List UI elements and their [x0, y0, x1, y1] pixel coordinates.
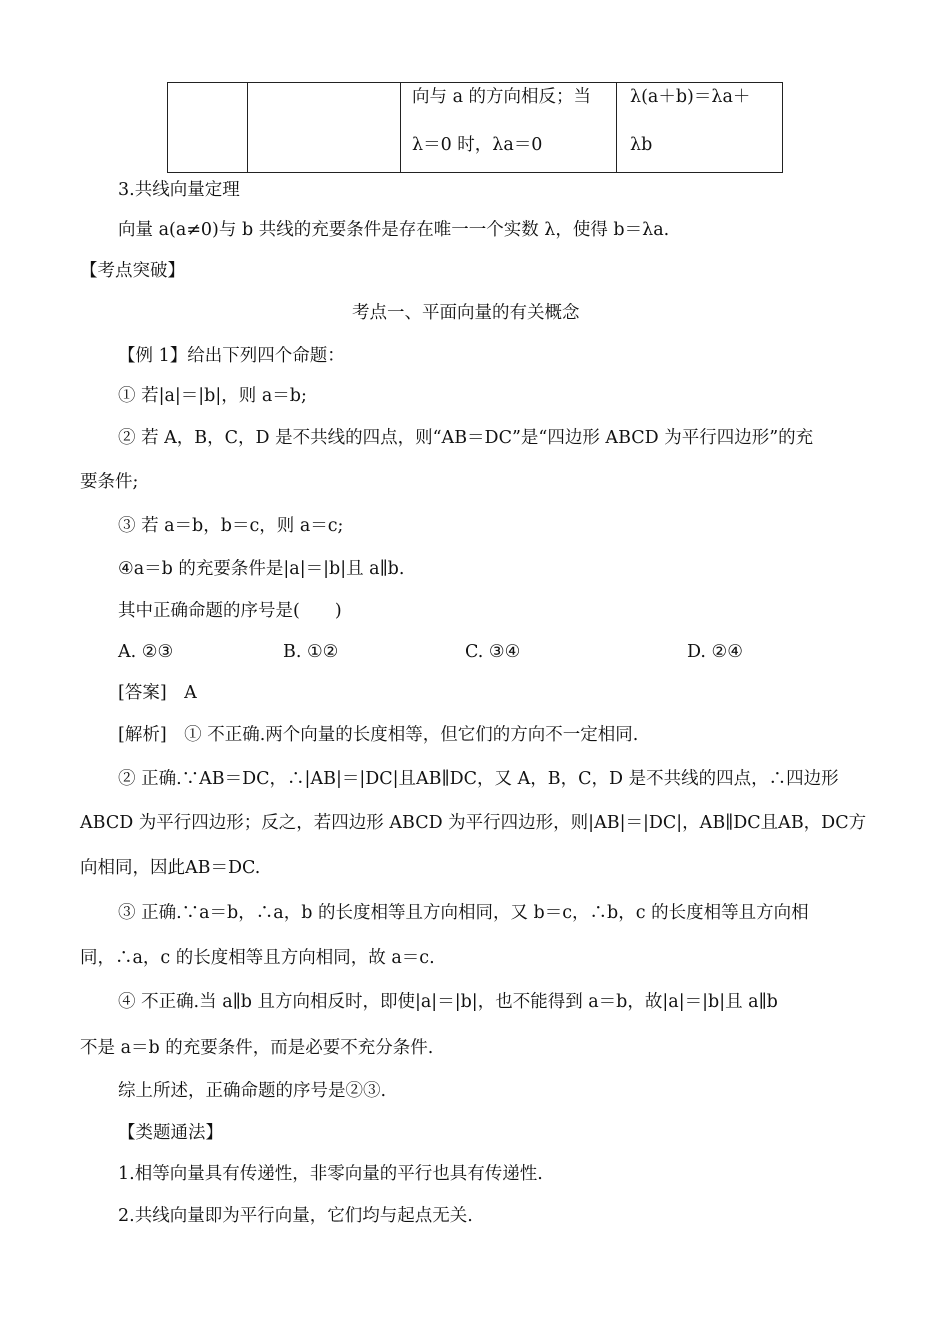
analysis-line: ② 正确.∵AB＝DC，∴|AB|＝|DC|且AB∥DC，又 A，B，C，D 是不共线的四点，∴四边形	[118, 769, 839, 789]
proposition-continued: 要条件;	[80, 472, 139, 492]
option-a: A. ②③	[118, 642, 174, 662]
analysis-line: 同，∴a，c 的长度相等且方向相同，故 a＝c.	[80, 948, 435, 968]
table-cell-text: 向与 a 的方向相反；当	[412, 87, 592, 107]
analysis-line: ③ 正确.∵a＝b，∴a，b 的长度相等且方向相同，又 b＝c，∴b，c 的长度相等且方向相	[118, 903, 809, 923]
option-b: B. ①②	[283, 642, 339, 662]
proposition: ② 若 A，B，C，D 是不共线的四点，则“AB＝DC”是“四边形 ABCD 为平行四边形”的充	[118, 428, 814, 448]
table-divider	[400, 83, 401, 172]
analysis-line: 向相同，因此AB＝DC.	[80, 858, 261, 878]
option-c: C. ③④	[465, 642, 521, 662]
analysis-line: 综上所述，正确命题的序号是②③.	[118, 1081, 387, 1101]
table-cell-text: λb	[630, 135, 653, 155]
method-heading: 【类题通法】	[118, 1123, 223, 1143]
analysis-line: 不是 a＝b 的充要条件，而是必要不充分条件.	[80, 1038, 434, 1058]
theorem-text: 向量 a(a≠0)与 b 共线的充要条件是存在唯一一个实数 λ，使得 b＝λa.	[118, 220, 670, 240]
analysis-line: ④ 不正确.当 a∥b 且方向相反时，即使|a|＝|b|，也不能得到 a＝b，故|a|＝|b|且 a∥b	[118, 992, 778, 1012]
proposition: ④a＝b 的充要条件是|a|＝|b|且 a∥b.	[118, 559, 405, 579]
proposition: ③ 若 a＝b，b＝c，则 a＝c;	[118, 516, 344, 536]
analysis-line: [解析] ① 不正确.两个向量的长度相等，但它们的方向不一定相同.	[118, 725, 639, 745]
proposition: ① 若|a|＝|b|，则 a＝b;	[118, 386, 307, 406]
method-item: 1.相等向量具有传递性，非零向量的平行也具有传递性.	[118, 1164, 543, 1184]
topic-title: 考点一、平面向量的有关概念	[352, 303, 580, 323]
option-d: D. ②④	[687, 642, 743, 662]
table-divider	[247, 83, 248, 172]
table-cell-text: λ＝0 时，λa＝0	[412, 135, 543, 155]
question: 其中正确命题的序号是( )	[118, 601, 342, 621]
analysis-line: ABCD 为平行四边形；反之，若四边形 ABCD 为平行四边形，则|AB|＝|DC|，AB∥DC且AB，DC方	[80, 813, 867, 833]
example-intro: 【例 1】给出下列四个命题：	[118, 346, 345, 366]
answer: [答案] A	[118, 683, 197, 703]
table-cell-text: λ(a＋b)＝λa＋	[630, 87, 751, 107]
method-item: 2.共线向量即为平行向量，它们均与起点无关.	[118, 1206, 473, 1226]
table-divider	[616, 83, 617, 172]
section-heading: 【考点突破】	[80, 261, 185, 281]
section-title: 3.共线向量定理	[118, 180, 240, 200]
